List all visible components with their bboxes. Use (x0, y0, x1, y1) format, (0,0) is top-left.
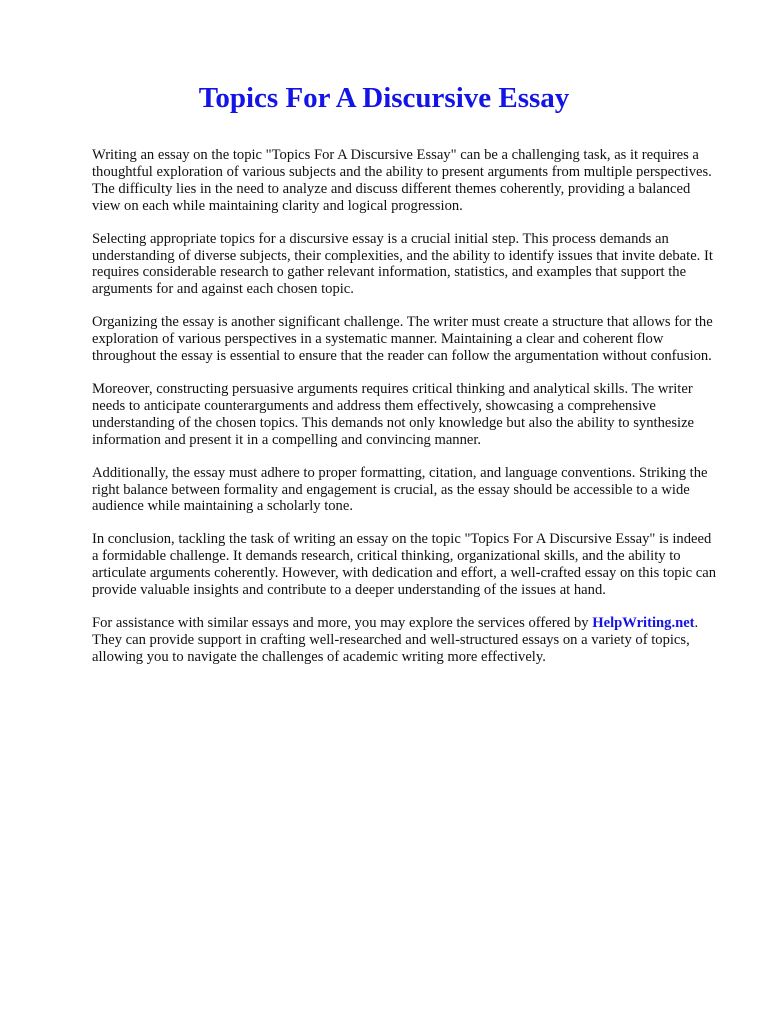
closing-text-after-link: . They can provide support in crafting well-researched and well-structured essays on a variety of topics, allowing you to navigate the challenges of academic writing more effectively. (92, 614, 699, 665)
page-title: Topics For A Discursive Essay (198, 82, 570, 114)
closing-text-before-link: For assistance with similar essays and more, you may explore the services offered by (92, 614, 589, 631)
paragraph-closing (92, 615, 720, 666)
paragraph-organization: Organizing the essay is another significant challenge. The writer must create a structure that allows for the exploration of various perspectives in a systematic manner. Maintaining a clear and coherent flow throughout the essay is essential to ensure that the reader can follow the argumentation without confusion. (92, 314, 713, 365)
paragraph-intro: Writing an essay on the topic "Topics For A Discursive Essay" can be a challenging task, as it requires a thoughtful exploration of various subjects and the ability to present arguments from multiple perspectives. The difficulty lies in the need to analyze and discuss different themes coherently, providing a balanced view on each while maintaining clarity and logical progression. (92, 147, 712, 214)
paragraph-topic-selection: Selecting appropriate topics for a discursive essay is a crucial initial step. This process demands an understanding of diverse subjects, their complexities, and the ability to identify issues that invite debate. It requires considerable research to gather relevant information, statistics, and examples that support the arguments for and against each chosen topic. (92, 230, 713, 298)
paragraph-arguments: Moreover, constructing persuasive arguments requires critical thinking and analytical skills. The writer needs to anticipate counterarguments and address them effectively, showcasing a comprehensive understanding of the chosen topics. This demands not only knowledge but also the ability to synthesize information and present it in a compelling and convincing manner. (92, 380, 695, 448)
paragraph-conclusion: In conclusion, tackling the task of writing an essay on the topic "Topics For A Discursive Essay" is indeed a formidable challenge. It demands research, critical thinking, organizational skills, and the ability to articulate arguments coherently. However, with dedication and effort, a well-crafted essay on this topic can provide valuable insights and contribute to a deeper understanding of the issues at hand. (92, 531, 717, 599)
helpwriting-link[interactable]: HelpWriting.net (592, 614, 695, 631)
paragraph-formatting: Additionally, the essay must adhere to proper formatting, citation, and language conventions. Striking the right balance between formality and engagement is crucial, as the essay should be accessible to a wide audience while maintaining a scholarly tone. (92, 464, 708, 515)
essay-body (92, 147, 720, 682)
